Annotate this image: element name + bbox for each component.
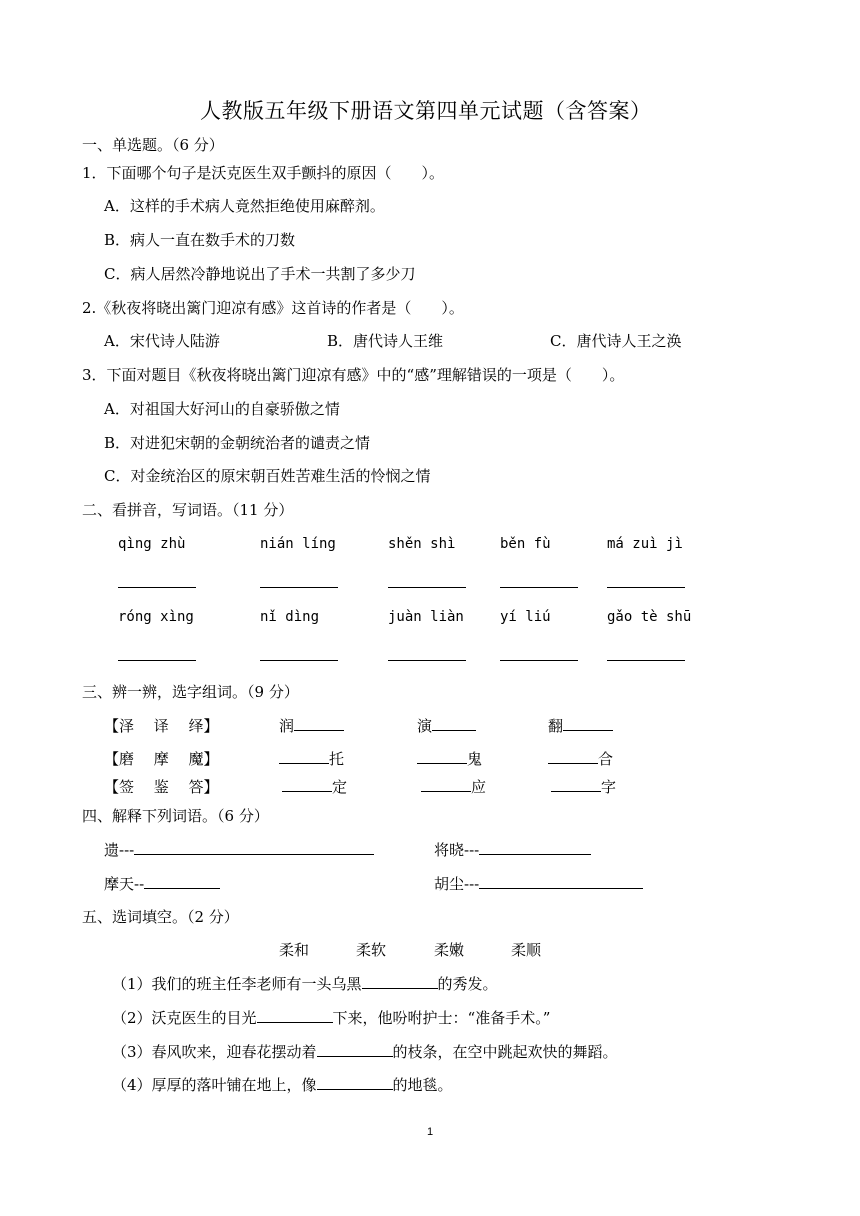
question-3-option-c: C．对金统治区的原宋朝百姓苦难生活的怜悯之情 [104,467,431,485]
char-item: 应 [421,776,486,797]
answer-blank[interactable] [144,874,220,889]
answer-blank[interactable] [563,716,613,731]
pinyin-item: gǎo tè shū [607,609,692,625]
char-group-3: 【签 鉴 答】 [104,778,219,796]
answer-blank[interactable] [282,777,332,792]
char-item: 润 [279,715,344,736]
answer-blank[interactable] [500,660,578,661]
question-3-option-b: B．对进犯宋朝的金朝统治者的谴责之情 [104,434,371,452]
fill-question-3: （3）春风吹来，迎春花摆动着 的枝条，在空中跳起欢快的舞蹈。 [112,1043,618,1061]
char-item: 翻 [548,715,613,736]
pinyin-item: juàn liàn [388,609,464,625]
question-3-option-a: A．对祖国大好河山的自豪骄傲之情 [104,400,340,418]
section-1-heading: 一、单选题。（6 分） [82,136,224,154]
page-title: 人教版五年级下册语文第四单元试题（含答案） [200,99,652,123]
pinyin-item: běn fù [500,536,551,552]
answer-blank[interactable] [279,749,329,764]
answer-blank[interactable] [548,749,598,764]
answer-blank[interactable] [260,660,338,661]
char-group-1: 【泽 译 绎】 [104,717,219,735]
question-1-option-b: B．病人一直在数手术的刀数 [104,231,296,249]
char-item: 定 [282,776,347,797]
char-item: 托 [279,748,344,769]
question-1-option-a: A．这样的手术病人竟然拒绝使用麻醉剂。 [104,197,385,215]
answer-blank[interactable] [294,716,344,731]
word-item: 摩天-- [104,873,220,894]
section-5-heading: 五、选词填空。（2 分） [82,908,239,926]
answer-blank[interactable] [118,660,196,661]
answer-blank[interactable] [317,1075,393,1090]
answer-blank[interactable] [118,587,196,588]
word-choice: 柔嫩 [434,941,465,959]
word-item: 胡尘--- [434,873,643,894]
answer-blank[interactable] [317,1042,393,1057]
answer-blank[interactable] [551,777,601,792]
answer-blank[interactable] [500,587,578,588]
pinyin-item: yí liú [500,609,551,625]
page-number: 1 [427,1126,434,1138]
pinyin-item: shěn shì [388,536,456,552]
char-item: 合 [548,748,613,769]
word-choice: 柔软 [356,941,387,959]
answer-blank[interactable] [388,587,466,588]
question-1-option-c: C．病人居然冷静地说出了手术一共割了多少刀 [104,265,416,283]
question-2-option-b: B．唐代诗人王维 [327,332,444,350]
answer-blank[interactable] [479,840,591,855]
answer-blank[interactable] [417,749,467,764]
question-3: 3．下面对题目《秋夜将晓出篱门迎凉有感》中的“感”理解错误的一项是（ ）。 [82,366,625,384]
answer-blank[interactable] [134,840,374,855]
pinyin-item: róng xìng [118,609,194,625]
answer-blank[interactable] [607,660,685,661]
pinyin-item: má zuì jì [607,536,683,552]
char-group-2: 【磨 摩 魔】 [104,750,219,768]
char-item: 字 [551,776,616,797]
fill-question-4: （4）厚厚的落叶铺在地上，像 的地毯。 [112,1076,453,1094]
char-item: 鬼 [417,748,482,769]
answer-blank[interactable] [257,1008,333,1023]
question-1: 1．下面哪个句子是沃克医生双手颤抖的原因（ ）。 [82,164,445,182]
answer-blank[interactable] [388,660,466,661]
section-3-heading: 三、辨一辨，选字组词。（9 分） [82,683,299,701]
pinyin-item: nián líng [260,536,336,552]
answer-blank[interactable] [260,587,338,588]
section-2-heading: 二、看拼音，写词语。（11 分） [82,501,294,519]
fill-question-2: （2）沃克医生的目光 下来，他吩咐护士：“准备手术。” [112,1009,551,1027]
answer-blank[interactable] [432,716,476,731]
answer-blank[interactable] [362,974,438,989]
word-choice: 柔和 [279,941,310,959]
question-2: 2.《秋夜将晓出篱门迎凉有感》这首诗的作者是（ ）。 [82,299,464,317]
pinyin-item: qìng zhù [118,536,186,552]
word-choice: 柔顺 [511,941,542,959]
fill-question-1: （1）我们的班主任李老师有一头乌黑 的秀发。 [112,975,498,993]
answer-blank[interactable] [607,587,685,588]
word-item: 遗--- [104,839,374,860]
char-item: 演 [417,715,476,736]
word-item: 将晓--- [434,839,591,860]
answer-blank[interactable] [479,874,643,889]
question-2-option-a: A．宋代诗人陆游 [104,332,220,350]
section-4-heading: 四、解释下列词语。（6 分） [82,807,269,825]
pinyin-item: nǐ dìng [260,609,320,625]
question-2-option-c: C．唐代诗人王之涣 [550,332,682,350]
answer-blank[interactable] [421,777,471,792]
